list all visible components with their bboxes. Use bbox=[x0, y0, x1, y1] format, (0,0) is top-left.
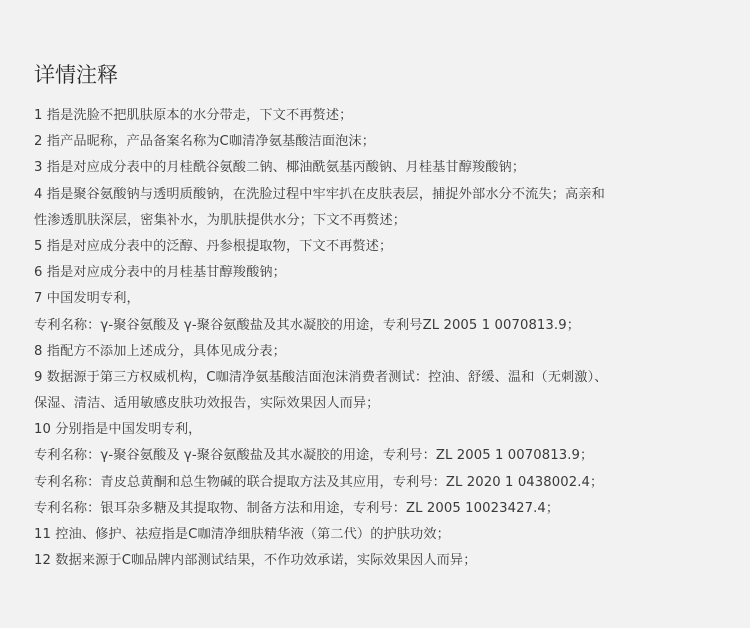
note-line: 8 指配方不添加上述成分，具体见成分表； bbox=[34, 343, 286, 359]
note-line: 专利名称：青皮总黄酮和总生物碱的联合提取方法及其应用，专利号：ZL 2020 1 0438002.4； bbox=[34, 474, 604, 490]
note-line: 1 指是洗脸不把肌肤原本的水分带走，下文不再赘述； bbox=[34, 108, 353, 123]
note-line: 9 数据源于第三方权威机构，C咖清净氨基酸洁面泡沫消费者测试：控油、舒缓、温和（无刺激）、 bbox=[34, 369, 608, 385]
note-line: 性渗透肌肤深层，密集补水，为肌肤提供水分；下文不再赘述； bbox=[34, 212, 407, 228]
note-line: 11 控油、修护、祛痘指是C咖清净细肤精华液（第二代）的护肤功效； bbox=[34, 527, 450, 542]
note-line: 保湿、清洁、适用敏感皮肤功效报告，实际效果因人而异； bbox=[34, 396, 380, 412]
note-line: 12 数据来源于C咖品牌内部测试结果，不作功效承诺，实际效果因人而异； bbox=[34, 553, 477, 569]
note-line: 4 指是聚谷氨酸钠与透明质酸钠，在洗脸过程中牢牢扒在皮肤表层，捕捉外部水分不流失；高亲和 bbox=[34, 186, 605, 202]
page-title: 详情注释 bbox=[34, 63, 118, 87]
note-line: 专利名称：银耳杂多糖及其提取物、制备方法和用途，专利号：ZL 2005 10023427.4； bbox=[34, 500, 560, 516]
note-line: 专利名称：γ-聚谷氨酸及 γ-聚谷氨酸盐及其水凝胶的用途，专利号ZL 2005 1 0070813.9； bbox=[34, 317, 580, 333]
note-line: 7 中国发明专利， bbox=[34, 291, 140, 307]
note-line: 10 分别指是中国发明专利， bbox=[34, 422, 202, 438]
note-line: 2 指产品昵称，产品备案名称为C咖清净氨基酸洁面泡沫； bbox=[34, 134, 375, 150]
note-line: 5 指是对应成分表中的泛醇、丹参根提取物，下文不再赘述； bbox=[34, 238, 393, 254]
note-line: 3 指是对应成分表中的月桂酰谷氨酸二钠、椰油酰氨基丙酸钠、月桂基甘醇羧酸钠； bbox=[34, 160, 526, 176]
note-line: 专利名称：γ-聚谷氨酸及 γ-聚谷氨酸盐及其水凝胶的用途，专利号：ZL 2005 1 0070813.9； bbox=[34, 448, 594, 464]
note-line: 6 指是对应成分表中的月桂基甘醇羧酸钠； bbox=[34, 265, 286, 281]
notes-list bbox=[34, 103, 720, 574]
